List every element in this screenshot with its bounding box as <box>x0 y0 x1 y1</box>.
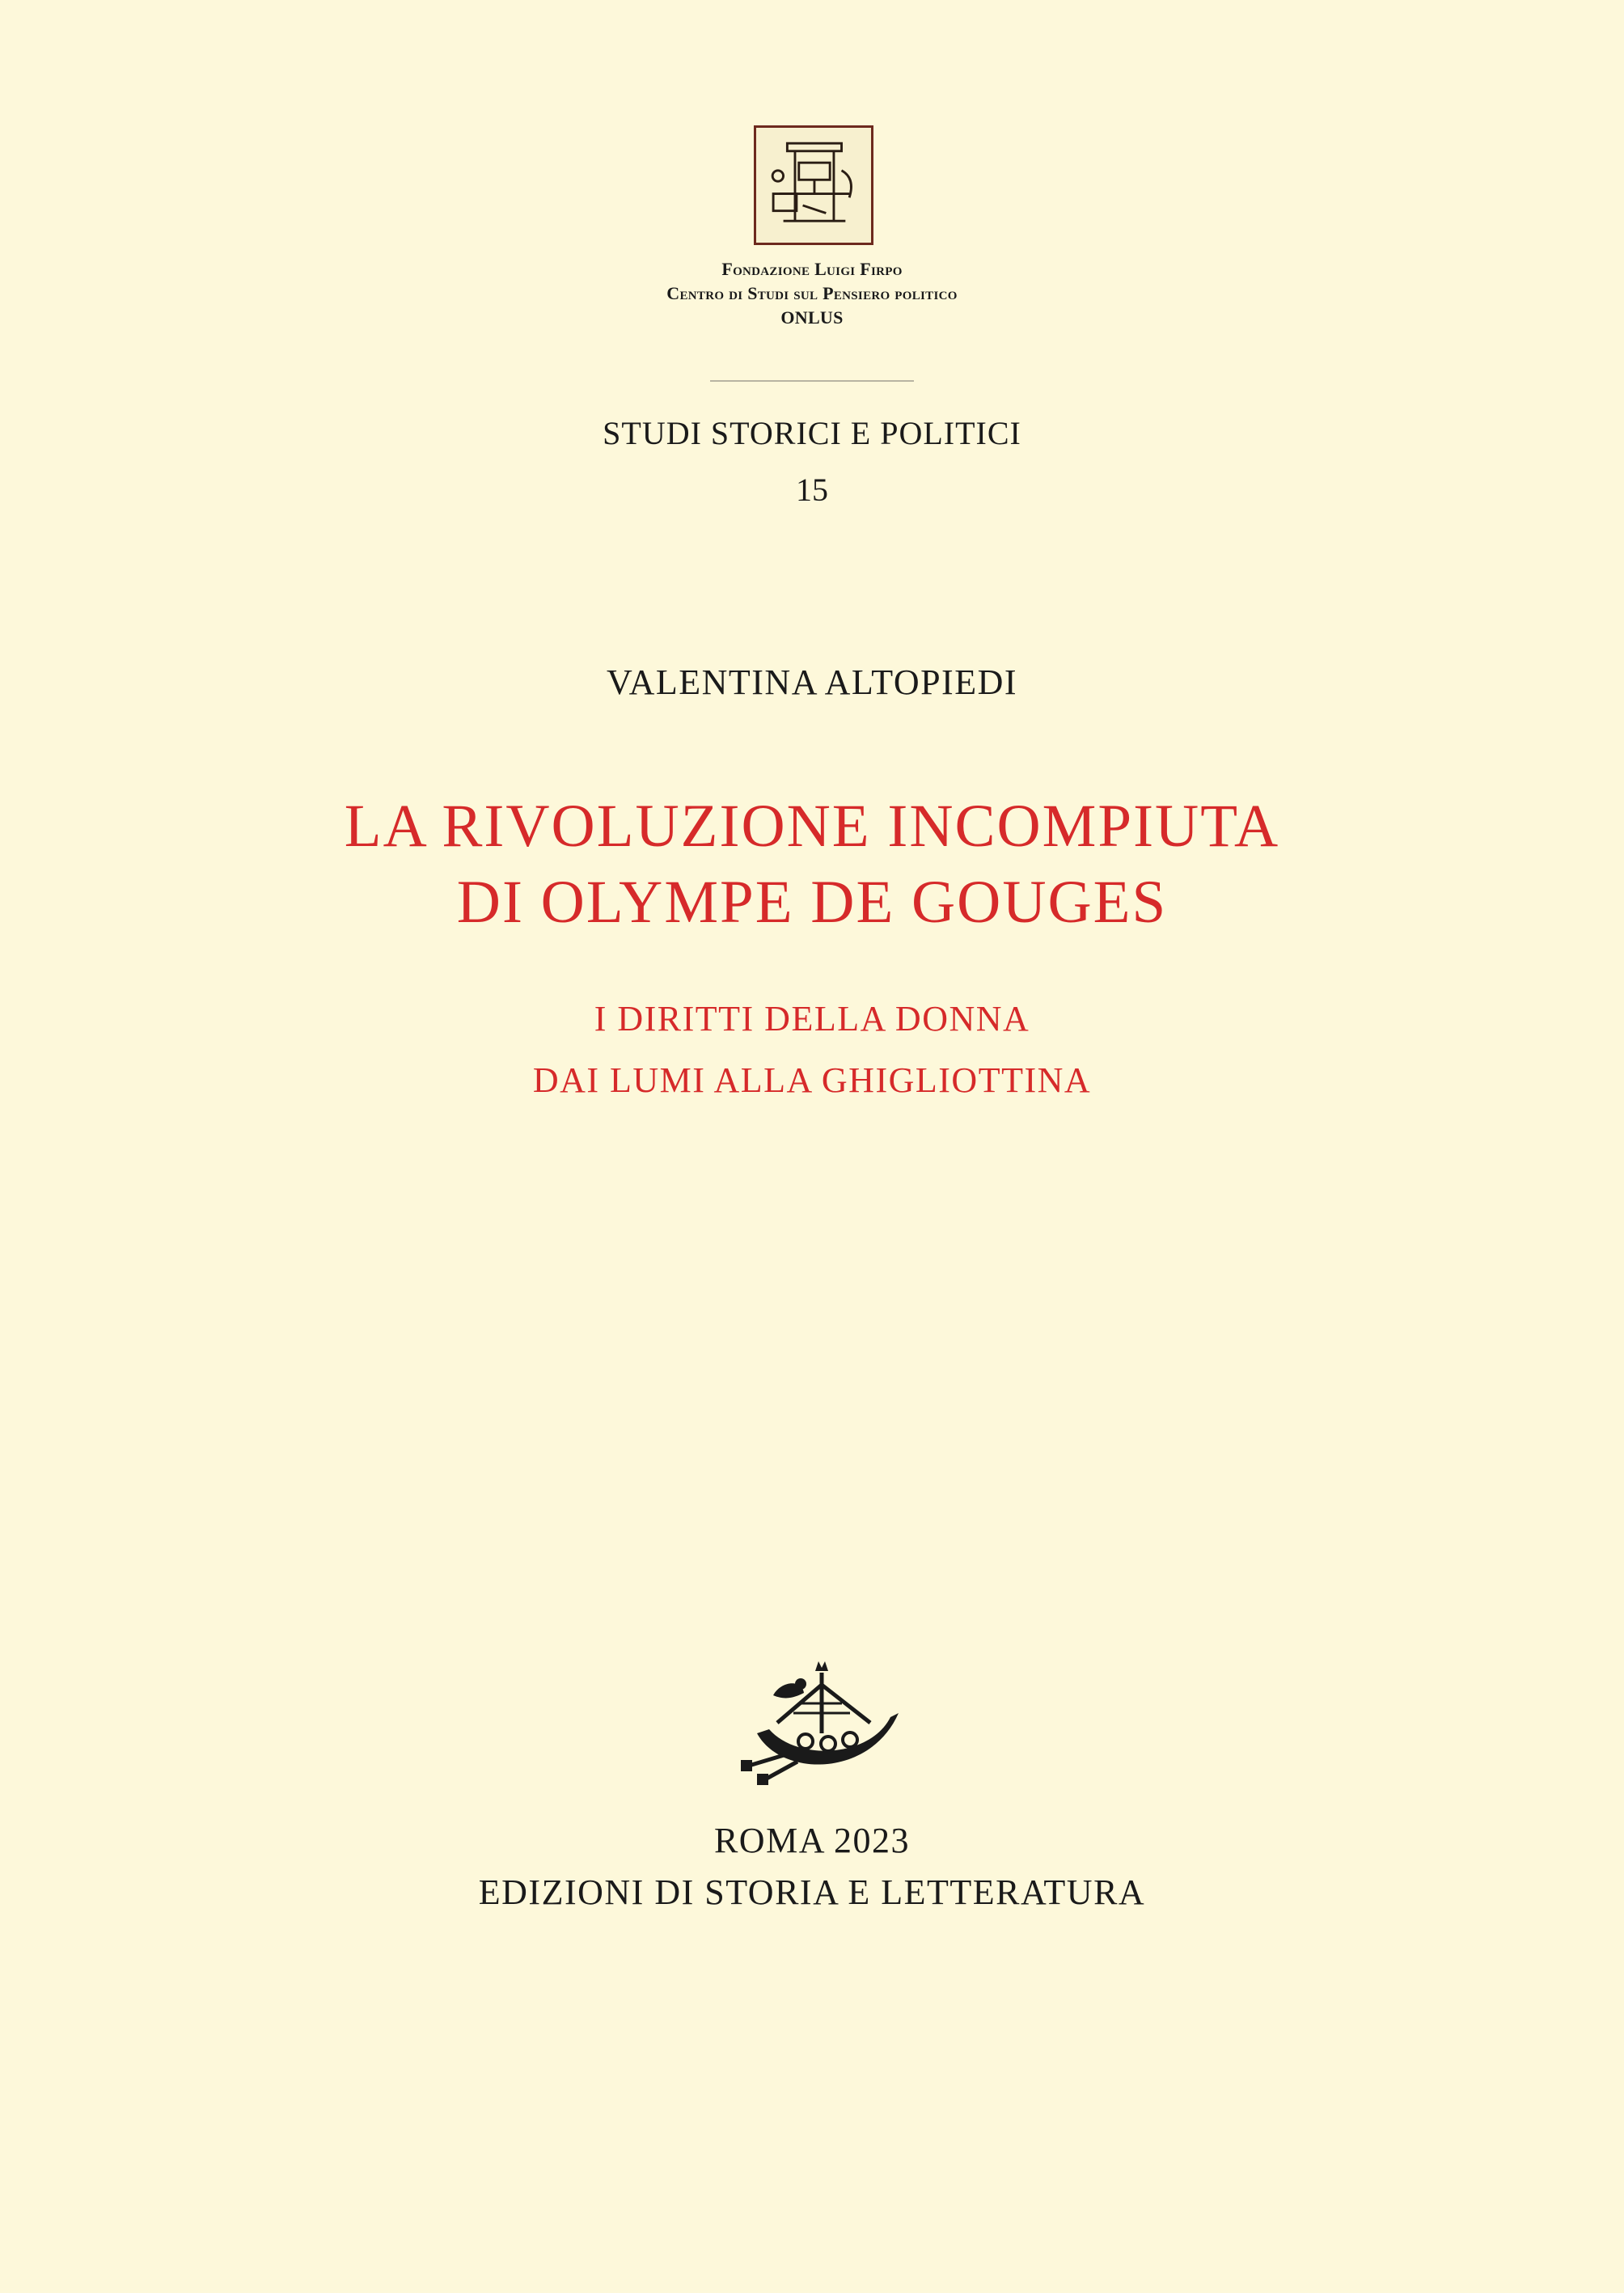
ship-emblem-icon <box>733 1656 911 1786</box>
book-title <box>0 789 1624 941</box>
book-subtitle <box>0 988 1624 1111</box>
foundation-logo <box>754 125 873 245</box>
foundation-line-1: Fondazione Luigi Firpo <box>721 259 903 279</box>
divider-rule <box>710 380 914 382</box>
title-line-2: DI OLYMPE DE GOUGES <box>456 869 1168 936</box>
title-line-1: LA RIVOLUZIONE INCOMPIUTA <box>344 793 1280 860</box>
printing-press-icon <box>756 128 871 243</box>
series-number: 15 <box>796 472 828 508</box>
author-name: VALENTINA ALTOPIEDI <box>606 662 1018 702</box>
foundation-line-3: ONLUS <box>780 307 844 328</box>
imprint-place-year: ROMA 2023 <box>713 1821 911 1860</box>
subtitle-line-1: I DIRITTI DELLA DONNA <box>594 999 1030 1039</box>
imprint-publisher: EDIZIONI DI STORIA E LETTERATURA <box>478 1872 1146 1912</box>
subtitle-line-2: DAI LUMI ALLA GHIGLIOTTINA <box>532 1060 1092 1100</box>
foundation-line-2: Centro di Studi sul Pensiero politico <box>666 283 958 303</box>
foundation-name <box>0 257 1624 330</box>
series-name: STUDI STORICI E POLITICI <box>603 415 1021 451</box>
